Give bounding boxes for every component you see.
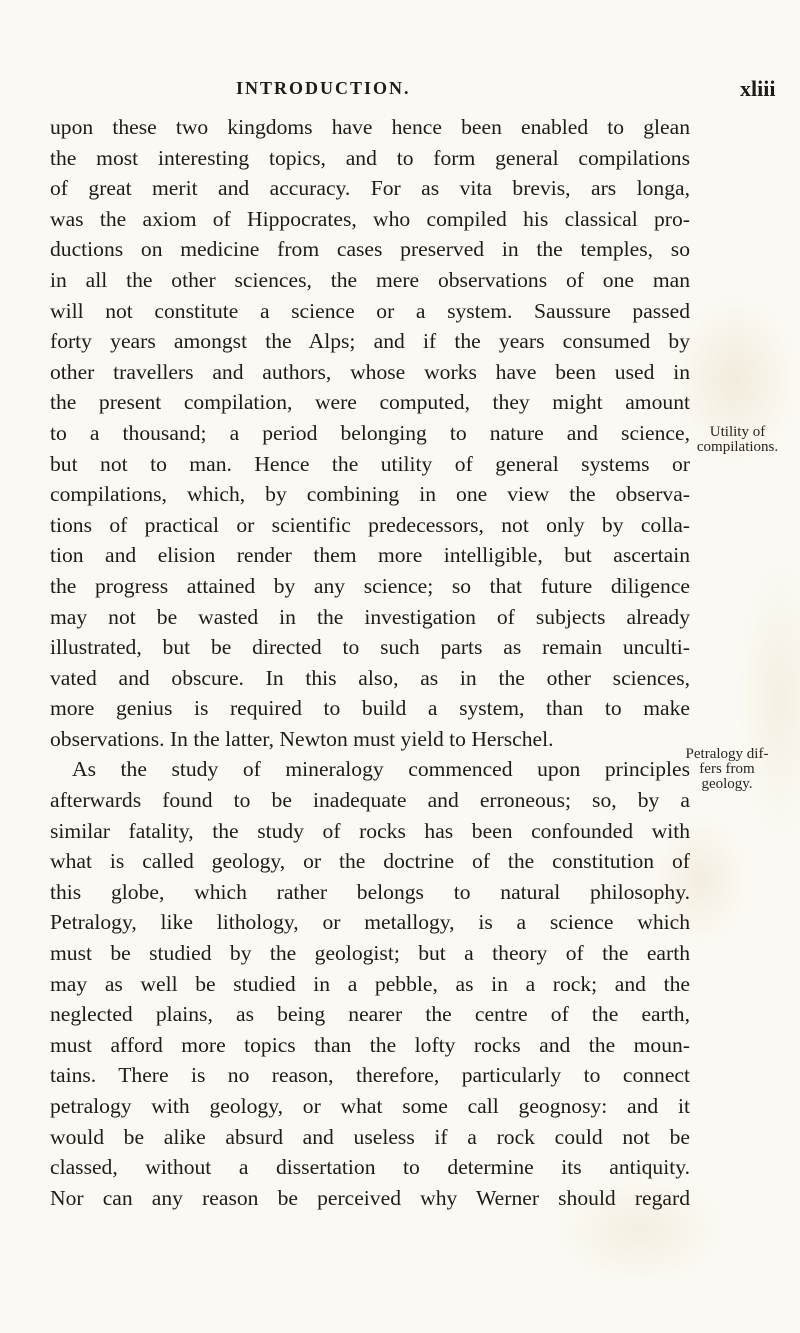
- text-line: more genius is required to build a system, than to make: [50, 696, 690, 721]
- running-head: [0, 78, 800, 108]
- text-line: to a thousand; a period belonging to nature and science,: [50, 420, 690, 445]
- text-line: but not to man. Hence the utility of general systems or: [50, 451, 690, 476]
- margin-note-line: compilations.: [696, 439, 779, 455]
- text-line: similar fatality, the study of rocks has been confounded with: [50, 818, 690, 843]
- text-line: in all the other sciences, the mere observations of one man: [50, 267, 690, 292]
- margin-note-line: Petralogy dif-: [685, 746, 769, 762]
- text-line: upon these two kingdoms have hence been enabled to glean: [50, 115, 690, 139]
- text-line: what is called geology, or the doctrine of the constitution of: [50, 849, 690, 874]
- text-line: must afford more topics than the lofty rocks and the moun-: [50, 1032, 690, 1057]
- text-line: observations. In the latter, Newton must yield to Herschel.: [50, 726, 554, 751]
- margin-note-line: Utility of: [709, 424, 766, 440]
- text-line: the most interesting topics, and to form general compilations: [50, 145, 690, 170]
- text-line: the progress attained by any science; so that future diligence: [50, 573, 690, 598]
- text-line: may as well be studied in a pebble, as in a rock; and the: [50, 971, 690, 996]
- text-line: other travellers and authors, whose works have been used in: [50, 359, 690, 384]
- text-line: Nor can any reason be perceived why Werner should regard: [50, 1185, 690, 1210]
- text-line: tions of practical or scientific predecessors, not only by colla-: [50, 512, 690, 537]
- text-line: tains. There is no reason, therefore, particularly to connect: [50, 1063, 690, 1088]
- text-line: compilations, which, by combining in one view the observa-: [50, 482, 690, 507]
- body-text: [50, 112, 690, 1213]
- text-line: afterwards found to be inadequate and erroneous; so, by a: [50, 788, 690, 813]
- text-line: will not constitute a science or a system. Saussure passed: [50, 298, 690, 323]
- text-line: of great merit and accuracy. For as vita brevis, ars longa,: [50, 176, 690, 201]
- text-line: vated and obscure. In this also, as in the other sciences,: [50, 665, 690, 690]
- text-line: petralogy with geology, or what some call geognosy: and it: [50, 1094, 690, 1118]
- text-line: the present compilation, were computed, they might amount: [50, 390, 690, 415]
- text-line: ductions on medicine from cases preserved in the temples, so: [50, 237, 690, 262]
- text-line: must be studied by the geologist; but a theory of the earth: [50, 941, 690, 966]
- page-number: xliii: [740, 76, 776, 101]
- text-line: classed, without a dissertation to determine its antiquity.: [50, 1155, 690, 1180]
- text-line: this globe, which rather belongs to natural philosophy.: [50, 879, 690, 904]
- text-line: would be alike absurd and useless if a rock could not be: [50, 1124, 690, 1149]
- margin-note-petralogy: [662, 747, 792, 792]
- text-line: illustrated, but be directed to such parts as remain unculti-: [50, 635, 690, 660]
- text-line: may not be wasted in the investigation of subjects already: [50, 604, 690, 629]
- margin-note-line: geology.: [701, 776, 753, 792]
- text-line: was the axiom of Hippocrates, who compiled his classical pro-: [50, 206, 690, 231]
- text-line: neglected plains, as being nearer the centre of the earth,: [50, 1002, 690, 1027]
- margin-note-line: fers from: [699, 761, 755, 777]
- running-title: INTRODUCTION.: [236, 78, 411, 98]
- text-line: tion and elision render them more intelligible, but ascertain: [50, 543, 690, 568]
- text-line: Petralogy, like lithology, or metallogy, is a science which: [50, 910, 690, 935]
- text-line: forty years amongst the Alps; and if the years consumed by: [50, 329, 690, 354]
- margin-note-utility: [680, 425, 795, 455]
- text-line: As the study of mineralogy commenced upon principles: [72, 757, 690, 782]
